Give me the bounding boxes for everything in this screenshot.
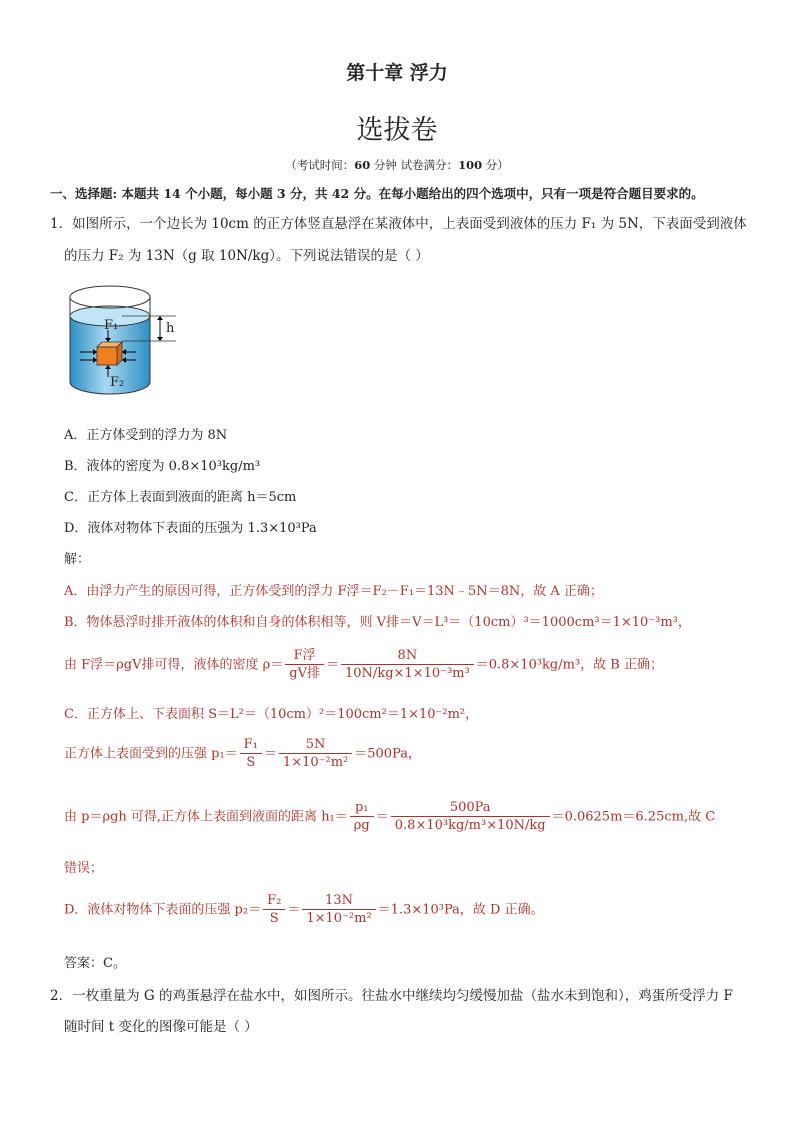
solution-c-line2: 正方体上表面受到的压强 p₁＝ $\frac{\text{F₁}}{S}$ ＝ $\frac{5N}{\text{1×10⁻²m²}}$ ＝500Pa， <box>64 737 421 770</box>
question-1-line2: 的压力 F₂ 为 13N（g 取 10N/kg）。下列说法错误的是（ ） <box>64 248 429 264</box>
solution-b-line1: B．物体悬浮时排开液体的体积和自身的体积相等，则 V排＝V＝L³＝（10cm）³＝1000cm³＝1×10⁻³m³， <box>64 615 691 630</box>
solution-c-line3: 由 p＝ρgh 可得,正方体上表面到液面的距离 h₁＝ $\frac{\text{p₁}}{\rho g}$ ＝ $\frac{500Pa}{\text{0.8×10³kg/m³×10N/kg}}$ ＝0.0625m＝6.25cm,故 C <box>64 800 716 833</box>
option-c: C．正方体上表面到液面的距离 h＝5cm <box>64 490 297 505</box>
solution-c-line4: 错误； <box>64 861 104 876</box>
solution-b-line2: 由 F浮＝ρgV排可得，液体的密度 ρ＝ $\frac{\text{F浮}}{\text{gV排}}$ ＝ $\frac{8N}{\text{10N/kg×1×10⁻³m³}}$ ＝0.8×10³kg/m³，故 B 正确； <box>64 648 663 681</box>
label-f1: F₁ <box>104 318 119 333</box>
answer: 答案：C。 <box>64 956 126 971</box>
solution-a: A．由浮力产生的原因可得，正方体受到的浮力 F浮＝F₂－F₁＝13N﹣5N＝8N，故 A 正确； <box>64 584 603 599</box>
solution-c-line1: C．正方体上、下表面积 S＝L²＝（10cm）²＝100cm²＝1×10⁻²m²， <box>64 707 479 722</box>
paper-title: 选拔卷 <box>356 115 438 146</box>
exam-meta: （考试时间：60 分钟 试卷满分：100 分） <box>285 158 509 172</box>
chapter-title: 第十章 浮力 <box>346 62 448 84</box>
option-d: D．液体对物体下表面的压强为 1.3×10³Pa <box>64 521 317 536</box>
cylinder-figure <box>60 280 190 410</box>
label-f2: F₂ <box>110 375 125 390</box>
solution-d: D．液体对物体下表面的压强 p₂＝ $\frac{\text{F₂}}{S}$ ＝ $\frac{13N}{\text{1×10⁻²m²}}$ ＝1.3×10³Pa，故 D 正确。 <box>64 893 544 926</box>
solution-label: 解： <box>64 552 91 567</box>
label-h: h <box>166 321 175 336</box>
cylinder-diagram <box>60 280 190 410</box>
option-b: B．液体的密度为 0.8×10³kg/m³ <box>64 459 261 474</box>
question-2-line2: 随时间 t 变化的图像可能是（ ） <box>64 1019 258 1035</box>
option-a: A．正方体受到的浮力为 8N <box>64 428 228 443</box>
question-2-line1: 2．一枚重量为 G 的鸡蛋悬浮在盐水中，如图所示。往盐水中继续均匀缓慢加盐（盐水未到饱和），鸡蛋所受浮力 F <box>50 988 733 1004</box>
question-1-line1: 1．如图所示，一个边长为 10cm 的正方体竖直悬浮在某液体中，上表面受到液体的压力 F₁ 为 5N，下表面受到液体 <box>50 216 747 232</box>
section-heading: 一、选择题: 本题共 14 个小题，每小题 3 分，共 42 分。在每小题给出的四个选项中，只有一项是符合题目要求的。 <box>50 186 704 201</box>
